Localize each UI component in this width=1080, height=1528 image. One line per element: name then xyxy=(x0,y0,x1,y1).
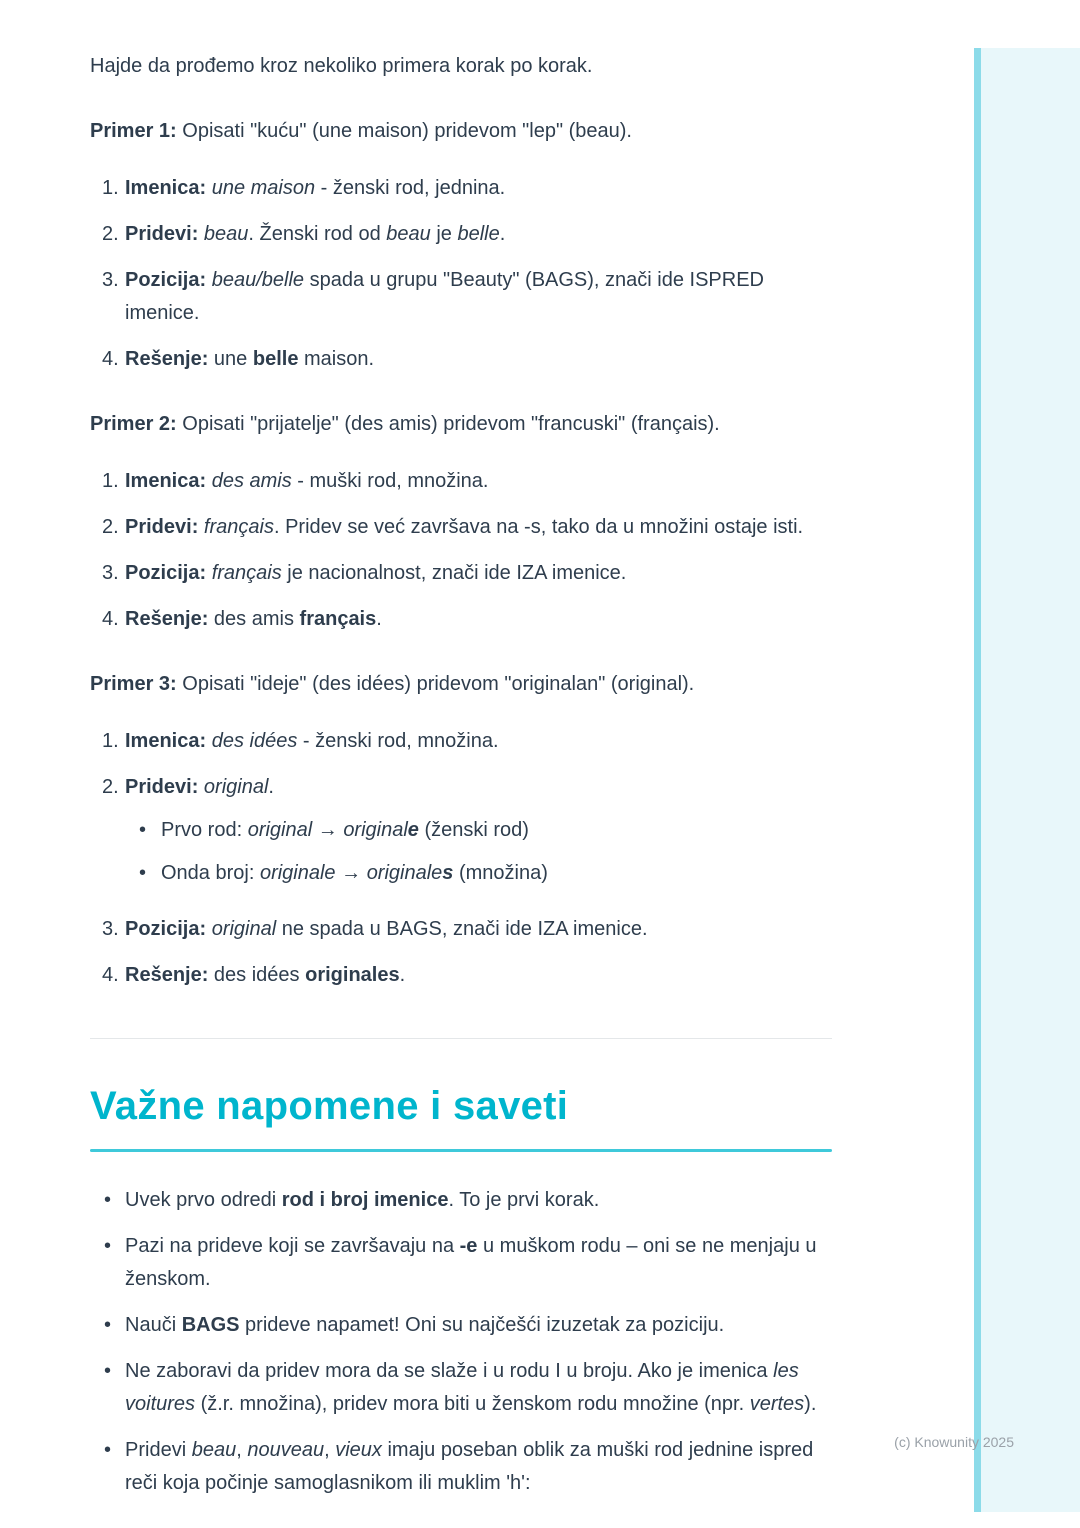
numbered-item xyxy=(90,959,832,992)
numbered-item xyxy=(90,343,832,376)
bullet-dot: • xyxy=(139,819,147,841)
item-number: 2. xyxy=(102,516,119,538)
bullet-item xyxy=(90,1184,832,1217)
item-number: 3. xyxy=(102,918,119,940)
item-text: Pozicija: français je nacionalnost, znači ide IZA imenice. xyxy=(125,562,627,584)
item-number: 3. xyxy=(102,269,119,291)
item-text: Pridevi: français. Pridev se već završava na -s, tako da u množini ostaje isti. xyxy=(125,516,804,538)
section-divider xyxy=(90,1038,832,1039)
example-3 xyxy=(90,668,832,992)
notes-list xyxy=(90,1184,832,1500)
item-number: 4. xyxy=(102,348,119,370)
example-3-title: Primer 3: Opisati "ideje" (des idées) pridevom "originalan" (original). xyxy=(90,673,695,695)
bullet-text: Ne zaboravi da pridev mora da se slaže i u rodu I u broju. Ako je imenica les voitures (ž.r. množina), pridev mora biti u ženskom rodu množine (npr. vertes). xyxy=(125,1360,817,1415)
intro-text: Hajde da prođemo kroz nekoliko primera korak po korak. xyxy=(90,55,593,77)
document-content xyxy=(90,0,832,1500)
numbered-item xyxy=(90,264,832,330)
bullet-dot: • xyxy=(104,1360,112,1382)
item-text: Pozicija: original ne spada u BAGS, znači ide IZA imenice. xyxy=(125,918,648,940)
bullet-dot: • xyxy=(104,1439,112,1461)
example-2-title: Primer 2: Opisati "prijatelje" (des amis) pridevom "francuski" (français). xyxy=(90,413,720,435)
item-text: Rešenje: des amis français. xyxy=(125,608,382,630)
item-number: 1. xyxy=(102,177,119,199)
example-1-steps xyxy=(90,172,832,376)
item-text: Rešenje: des idées originales. xyxy=(125,964,406,986)
sub-bullet-item xyxy=(125,814,832,847)
bullet-text: Pridevi beau, nouveau, vieux imaju poseban oblik za muški rod jednine ispred reči koja počinje samoglasnikom ili muklim 'h': xyxy=(125,1439,814,1494)
item-content xyxy=(125,771,832,900)
numbered-item xyxy=(90,771,832,900)
example-1-title: Primer 1: Opisati "kuću" (une maison) pridevom "lep" (beau). xyxy=(90,120,632,142)
side-strip xyxy=(974,48,1080,1512)
side-accent-line xyxy=(974,48,981,1512)
bullet-dot: • xyxy=(104,1235,112,1257)
bullet-text: Pazi na prideve koji se završavaju na -e u muškom rodu – oni se ne menjaju u ženskom. xyxy=(125,1235,817,1290)
sub-bullet-text: Onda broj: originale → originales (množina) xyxy=(161,862,548,884)
item-number: 2. xyxy=(102,223,119,245)
item-text: Imenica: des amis - muški rod, množina. xyxy=(125,470,489,492)
bullet-text: Nauči BAGS prideve napamet! Oni su najčešći izuzetak za poziciju. xyxy=(125,1314,725,1336)
item-text: Imenica: une maison - ženski rod, jednina. xyxy=(125,177,506,199)
numbered-item xyxy=(90,603,832,636)
item-number: 2. xyxy=(102,776,119,798)
item-text: Rešenje: une belle maison. xyxy=(125,348,375,370)
item-number: 4. xyxy=(102,964,119,986)
sub-bullet-text: Prvo rod: original → originale (ženski rod) xyxy=(161,819,529,841)
numbered-item xyxy=(90,465,832,498)
numbered-item xyxy=(90,725,832,758)
item-number: 3. xyxy=(102,562,119,584)
numbered-item xyxy=(90,511,832,544)
item-number: 4. xyxy=(102,608,119,630)
item-text: Pridevi: original. xyxy=(125,776,274,798)
item-number: 1. xyxy=(102,730,119,752)
example-2 xyxy=(90,408,832,636)
sub-bullet-item xyxy=(125,857,832,890)
bullet-text: Uvek prvo odredi rod i broj imenice. To je prvi korak. xyxy=(125,1189,600,1211)
bullet-dot: • xyxy=(139,862,147,884)
example-2-steps xyxy=(90,465,832,636)
example-1 xyxy=(90,115,832,376)
copyright: (c) Knowunity 2025 xyxy=(894,1434,1014,1450)
numbered-item xyxy=(90,218,832,251)
bullet-item xyxy=(90,1434,832,1500)
bullet-item xyxy=(90,1309,832,1342)
item-number: 1. xyxy=(102,470,119,492)
numbered-item xyxy=(90,172,832,205)
numbered-item xyxy=(90,557,832,590)
example-3-steps xyxy=(90,725,832,992)
bullet-dot: • xyxy=(104,1189,112,1211)
heading-underline xyxy=(90,1149,832,1152)
notes-heading: Važne napomene i saveti xyxy=(90,1084,569,1128)
sub-bullet-list xyxy=(125,814,832,890)
item-text: Pozicija: beau/belle spada u grupu "Beauty" (BAGS), znači ide ISPRED imenice. xyxy=(125,269,764,324)
item-text: Pridevi: beau. Ženski rod od beau je belle. xyxy=(125,223,506,245)
bullet-item xyxy=(90,1230,832,1296)
bullet-dot: • xyxy=(104,1314,112,1336)
numbered-item xyxy=(90,913,832,946)
item-text: Imenica: des idées - ženski rod, množina. xyxy=(125,730,499,752)
bullet-item xyxy=(90,1355,832,1421)
